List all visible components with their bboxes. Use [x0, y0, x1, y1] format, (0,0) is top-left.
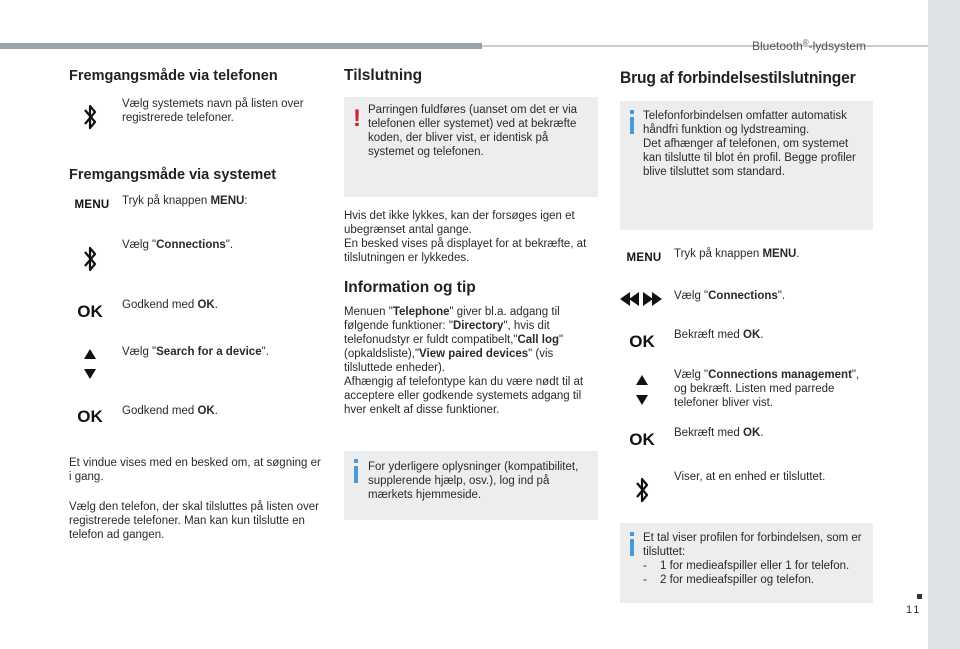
use-step-3: Bekræft med OK. [674, 329, 764, 341]
heading-via-phone: Fremgangsmåde via telefonen [69, 68, 278, 84]
warning-text: Parringen fuldføres (uanset om det er via telefonen eller systemet) ved at bekræfte koden, der bliver vist, er identisk på systemet og telefonen. [368, 104, 578, 158]
col2-paragraph-success: En besked vises på displayet for at bekræfte, at tilslutningen er lykkedes. [344, 238, 587, 264]
info-icon [626, 532, 638, 556]
col2-paragraph-telephone-menu: Menuen "Telephone" giver bl.a. adgang til følgende funktioner: "Directory", hvis dit telefonudstyr er fuldt compatibelt,"Call log" (opkaldsliste),"View paired devices" (vis tilsluttede enheder). Afhængig af telefontype kan du være nødt til at acceptere eller godkende systemets adgang til hver enkelt af disse funktioner. [344, 306, 584, 416]
page-sidebar [928, 0, 960, 649]
warning-icon: ! [353, 105, 361, 132]
profile-intro: Et tal viser profilen for forbindelsen, som er tilsluttet: [643, 532, 862, 558]
ok-icon: OK [77, 302, 103, 321]
system-step-2: Vælg "Connections". [122, 239, 234, 251]
page-marker [917, 594, 922, 599]
use-step-1: Tryk på knappen MENU. [674, 248, 800, 260]
bluetooth-icon [78, 100, 102, 134]
heading-via-system: Fremgangsmåde via systemet [69, 167, 277, 183]
info-icon [350, 459, 362, 483]
system-step-5: Godkend med OK. [122, 405, 218, 417]
info-box-website-text: For yderligere oplysninger (kompatibilitet, supplerende hjælp, osv.), log ind på mærkets hjemmeside. [368, 461, 579, 501]
profile-list-item: - 1 for medieafspiller eller 1 for telefon. [643, 560, 850, 572]
page-header-title: Bluetooth®-lydsystem [752, 38, 866, 53]
profile-list-item: - 2 for medieafspiller og telefon. [643, 574, 815, 586]
heading-use-connections: Brug af forbindelsestilslutninger [620, 68, 856, 87]
list-bullet: - [643, 560, 647, 572]
ok-icon: OK [629, 430, 655, 449]
list-bullet: - [643, 574, 647, 586]
use-step-2: Vælg "Connections". [674, 290, 786, 302]
system-step-1: Tryk på knappen MENU: [122, 195, 248, 207]
col2-paragraph-retry: Hvis det ikke lykkes, kan der forsøges igen et ubegrænset antal gange. [344, 210, 575, 236]
left-right-arrows-icon [618, 290, 664, 308]
use-step-4: Vælg "Connections management", og bekræft. Listen med parrede telefoner bliver vist. [674, 369, 860, 409]
ok-icon: OK [77, 407, 103, 426]
col1-paragraph-searching: Et vindue vises med en besked om, at søgning er i gang. [69, 457, 321, 483]
system-step-4: Vælg "Search for a device". [122, 346, 269, 358]
phone-step-text: Vælg systemets navn på listen over registrerede telefoner. [122, 98, 304, 124]
info-icon [626, 110, 638, 134]
use-step-6: Viser, at en enhed er tilsluttet. [674, 471, 826, 483]
ok-icon: OK [629, 332, 655, 351]
bluetooth-icon [630, 473, 654, 507]
up-down-arrows-icon [80, 346, 100, 382]
up-down-arrows-icon [632, 372, 652, 408]
menu-icon: MENU [74, 199, 110, 211]
use-step-5: Bekræft med OK. [674, 427, 764, 439]
info-box-profile-text [643, 531, 869, 587]
bluetooth-icon [78, 242, 102, 276]
page-number: 11 [906, 604, 922, 616]
info-box-connection-text: Telefonforbindelsen omfatter automatisk håndfri funktion og lydstreaming. Det afhænger af telefonen, om systemet kan tilslutte til blot én profil. Begge profiler blive tilsluttet som standard. [643, 110, 856, 178]
header-rule-dark [0, 43, 482, 49]
system-step-3: Godkend med OK. [122, 299, 218, 311]
heading-connection: Tilslutning [344, 67, 423, 84]
heading-info-tips: Information og tip [344, 279, 476, 296]
menu-icon: MENU [626, 252, 662, 264]
col1-paragraph-select-phone: Vælg den telefon, der skal tilsluttes på listen over registrerede telefoner. Man kan kun tilslutte en telefon ad gangen. [69, 501, 319, 541]
